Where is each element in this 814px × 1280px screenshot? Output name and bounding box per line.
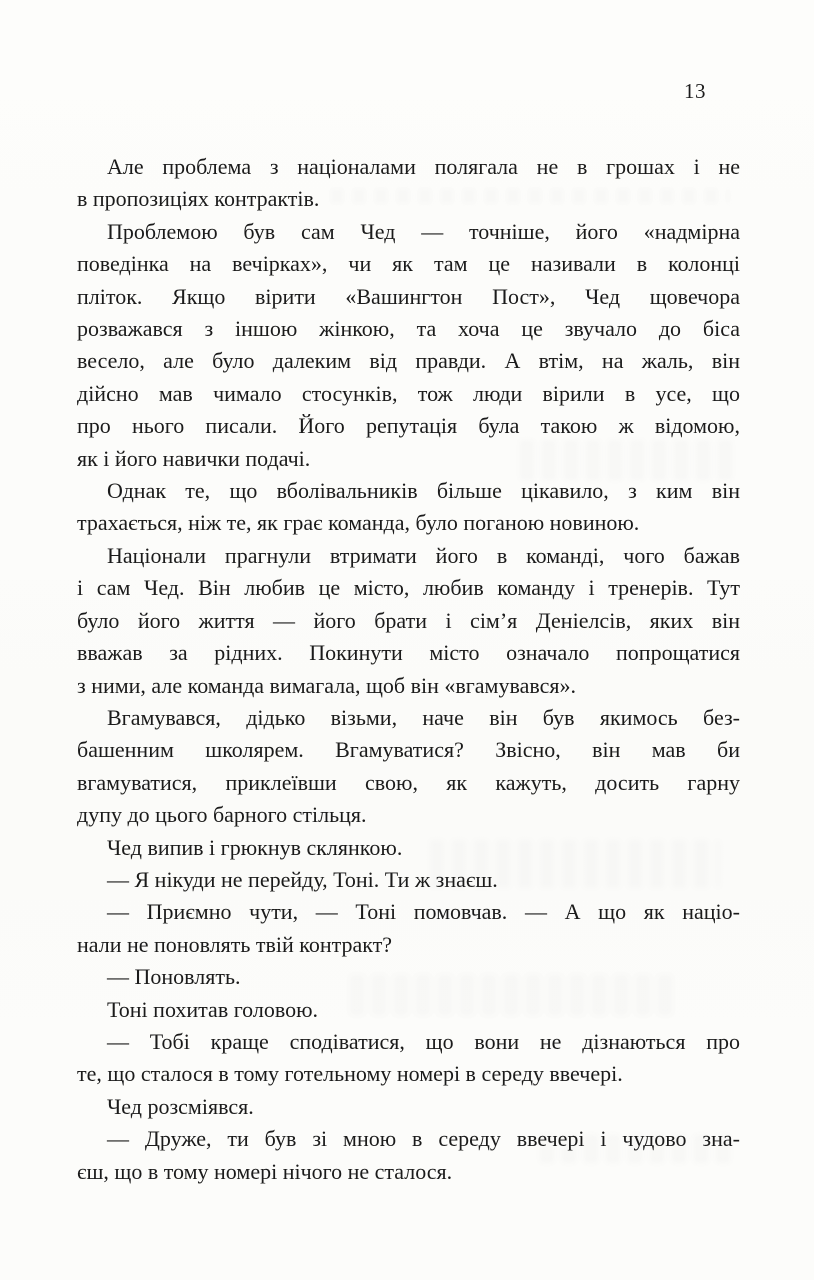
text-line: розважався з іншою жінкою, та хоча це звучало до біса xyxy=(77,316,740,342)
text-line: з ними, але команда вимагала, щоб він «вгамувався». xyxy=(77,672,576,698)
paragraph xyxy=(77,994,740,1026)
paragraph xyxy=(77,702,740,832)
paragraph xyxy=(77,1123,740,1188)
text-line: — Тобі краще сподіватися, що вони не дізнаються про xyxy=(107,1028,740,1054)
text-line: вважав за рідних. Покинути місто означало попрощатися xyxy=(77,640,740,666)
paragraph xyxy=(77,1026,740,1091)
text-line: Чед випив і грюкнув склянкою. xyxy=(107,834,403,860)
text-line: Тоні похитав головою. xyxy=(107,996,319,1022)
text-line: поведінка на вечірках», чи як там це називали в колонці xyxy=(77,251,740,277)
text-line: Але проблема з націоналами полягала не в грошах і не xyxy=(107,154,740,179)
page-text xyxy=(77,151,740,1188)
text-line: було його життя — його брати і сім’я Деніелсів, яких він xyxy=(77,607,740,633)
paragraph xyxy=(77,896,740,961)
text-line: Чед розсміявся. xyxy=(107,1093,254,1119)
text-line: як і його навички подачі. xyxy=(77,445,311,471)
text-line: башенним школярем. Вгамуватися? Звісно, він мав би xyxy=(77,737,740,763)
text-line: дупу до цього барного стільця. xyxy=(77,802,367,828)
text-line: — Приємно чути, — Тоні помовчав. — А що як націо- xyxy=(107,899,740,925)
text-line: Проблемою був сам Чед — точніше, його «надмірна xyxy=(107,218,740,244)
text-line: в пропозиціях контрактів. xyxy=(77,186,320,212)
text-line: весело, але було далеким від правди. А втім, на жаль, він xyxy=(77,348,740,374)
text-line: трахається, ніж те, як грає команда, було поганою новиною. xyxy=(77,510,640,536)
paragraph xyxy=(77,216,740,475)
paragraph xyxy=(77,832,740,864)
text-line: дійсно мав чимало стосунків, тож люди вірили в усе, що xyxy=(77,380,740,406)
text-line: пліток. Якщо вірити «Вашингтон Пост», Чед щовечора xyxy=(77,283,740,309)
text-line: те, що сталося в тому готельному номері в середу ввечері. xyxy=(77,1061,623,1087)
text-line: і сам Чед. Він любив це місто, любив команду і тренерів. Тут xyxy=(77,575,740,601)
paragraph xyxy=(77,1091,740,1123)
paragraph xyxy=(77,151,740,216)
text-line: про нього писали. Його репутація була такою ж відомою, xyxy=(77,413,740,439)
text-line: Однак те, що вболівальників більше цікавило, з ким він xyxy=(107,478,740,504)
paragraph xyxy=(77,540,740,702)
text-line: Вгамувався, дідько візьми, наче він був якимось без- xyxy=(107,704,740,730)
text-line: нали не поновлять твій контракт? xyxy=(77,931,393,957)
text-line: — Поновлять. xyxy=(107,964,241,990)
text-line: єш, що в тому номері нічого не сталося. xyxy=(77,1158,453,1184)
text-line: — Я нікуди не перейду, Тоні. Ти ж знаєш. xyxy=(107,866,498,892)
page-number: 13 xyxy=(684,79,706,103)
paragraph xyxy=(77,961,740,993)
paragraph xyxy=(77,864,740,896)
paragraph xyxy=(77,475,740,540)
text-line: Націонали прагнули втримати його в команді, чого бажав xyxy=(107,542,740,568)
text-line: — Друже, ти був зі мною в середу ввечері і чудово зна- xyxy=(107,1126,740,1152)
text-line: вгамуватися, приклеївши свою, як кажуть, досить гарну xyxy=(77,769,740,795)
